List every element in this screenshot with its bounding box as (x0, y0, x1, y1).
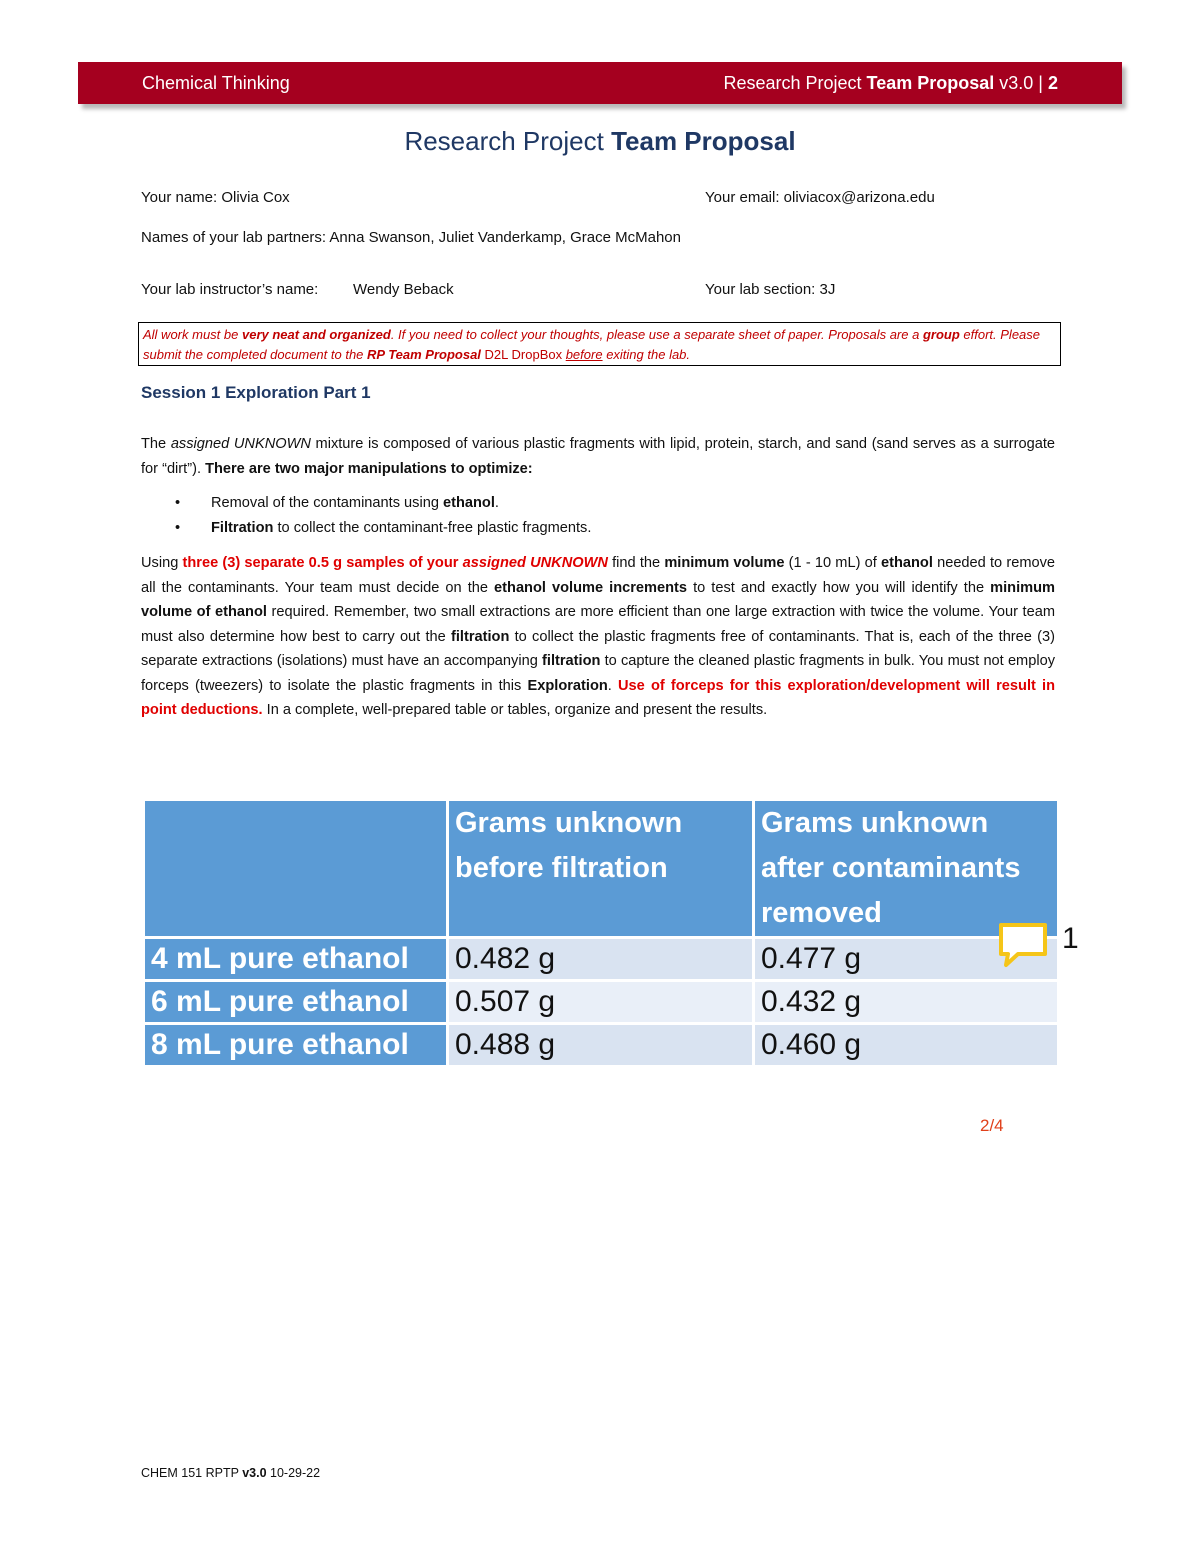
row-label: 8 mL pure ethanol (145, 1025, 446, 1068)
table-row (145, 939, 1057, 982)
list-item (175, 516, 591, 541)
body-red-italic-text: assigned UNKNOWN (462, 555, 608, 571)
bullet-marker: • (175, 495, 181, 511)
list-item-bold: Filtration (211, 520, 274, 536)
body-text: needed to remove all the contaminants. Your team must decide on the (141, 555, 1055, 596)
body-text: Using (141, 555, 183, 571)
notice-text: exiting the lab. (602, 347, 691, 362)
body-red-text: Use of forceps for this exploration/development will result in point deductions. (141, 677, 1056, 718)
body-text: to test and exactly how you will identify the (687, 579, 991, 596)
cell-before: 0.482 g (449, 939, 752, 982)
title-bold: Team Proposal (611, 126, 796, 156)
notice-text: effort (963, 327, 994, 342)
notice-text: . If you need to collect your thoughts, please use a separate sheet of paper. Proposals are a (390, 327, 923, 342)
notice-bold: very neat and organized (241, 327, 391, 342)
header-separator: | (1033, 72, 1048, 93)
manipulations-list (175, 491, 591, 541)
list-item (175, 491, 591, 516)
cell-before: 0.488 g (449, 1025, 752, 1068)
score-annotation: 2/4 (980, 1116, 1004, 1135)
page-footer (141, 1466, 320, 1480)
footer-text: CHEM 151 RPTP (141, 1466, 243, 1480)
title-normal: Research Project (404, 126, 612, 156)
instructor-value: Wendy Beback (353, 281, 454, 298)
table-header-corner (145, 801, 446, 939)
results-table (142, 801, 1060, 1068)
table-row (145, 1025, 1057, 1068)
header-doc-title (723, 73, 1058, 94)
notice-text: . Please submit the completed document to the (143, 327, 1041, 362)
list-item-bold: ethanol (443, 495, 495, 511)
body-bold-text: ethanol volume increments (494, 579, 688, 596)
instructions-paragraph (141, 551, 1055, 723)
list-item-text: Removal of the contaminants using (211, 495, 444, 511)
body-bold-text: minimum volume of ethanol (141, 579, 1055, 620)
cell-before: 0.507 g (449, 982, 752, 1025)
instructions-notice-box (138, 322, 1061, 366)
body-text: find the (607, 555, 665, 571)
page-header (78, 62, 1122, 104)
comment-icon[interactable] (998, 922, 1048, 968)
header-doc-bold: Team Proposal (866, 72, 995, 93)
body-text: In a complete, well-prepared table or tables, organize and present the results. (262, 702, 768, 718)
section-heading: Session 1 Exploration Part 1 (141, 383, 371, 402)
header-page-number: 2 (1047, 72, 1058, 93)
notice-text: D2L DropBox (480, 347, 566, 362)
table-header-after: Grams unknown after contaminants removed (755, 801, 1057, 939)
document-title (0, 126, 1200, 157)
body-bold-text: filtration (451, 628, 510, 645)
intro-text: mixture is composed of various plastic fragments with lipid, protein, starch, and sand (sand serves as a surrogate for “dirt”). (141, 436, 1055, 477)
notice-bold: RP Team Proposal (367, 347, 481, 362)
notice-text: All work must be (143, 327, 242, 342)
lab-section-field: Your lab section: 3J (705, 281, 836, 298)
body-text: to collect the plastic fragments free of contaminants. That is, each of the three (3) separate extractions (isolations) must have an accompanying (141, 628, 1055, 669)
intro-paragraph (141, 432, 1055, 481)
body-bold-text: Exploration (527, 677, 608, 694)
list-item-text: . (494, 495, 499, 511)
intro-bold: There are two major manipulations to optimize: (205, 460, 533, 477)
notice-underline: before (565, 347, 603, 362)
cell-after: 0.477 g (755, 939, 1057, 982)
body-text: required. Remember, two small extractions are more efficient than one large extraction with twice the volume. Your team must also determine how best to carry out the (141, 604, 1055, 645)
header-course-title: Chemical Thinking (142, 72, 290, 93)
cell-after: 0.460 g (755, 1025, 1057, 1068)
table-header-before: Grams unknown before filtration (449, 801, 752, 939)
body-bold-text: filtration (542, 653, 601, 669)
your-name-field: Your name: Olivia Cox (141, 189, 290, 206)
body-bold-text: minimum volume (664, 555, 785, 571)
row-label: 6 mL pure ethanol (145, 982, 446, 1025)
cell-after: 0.432 g (755, 982, 1057, 1025)
body-text: (1 - 10 mL) of (784, 555, 881, 571)
list-item-text: to collect the contaminant-free plastic fragments. (273, 520, 592, 536)
body-text: to capture the cleaned plastic fragments in bulk. You must not employ forceps (tweezers) to isolate the plastic fragments in this (141, 653, 1055, 694)
intro-text: The (141, 436, 171, 452)
body-red-text: three (3) separate 0.5 g samples of your (182, 555, 463, 571)
table-header-row (145, 801, 1057, 939)
table-row (145, 982, 1057, 1025)
header-version: v3.0 (994, 72, 1034, 93)
instructor-label: Your lab instructor’s name: (141, 281, 319, 298)
your-email-field: Your email: oliviacox@arizona.edu (705, 189, 935, 206)
bullet-marker: • (175, 520, 181, 536)
comment-number[interactable]: 1 (1062, 922, 1079, 955)
footer-date: 10-29-22 (266, 1466, 321, 1480)
notice-bold: group (922, 327, 960, 342)
lab-partners-field: Names of your lab partners: Anna Swanson, Juliet Vanderkamp, Grace McMahon (141, 229, 681, 246)
row-label: 4 mL pure ethanol (145, 939, 446, 982)
intro-italic: assigned UNKNOWN (170, 436, 311, 452)
body-bold-text: ethanol (881, 555, 933, 571)
header-doc-prefix: Research Project (723, 72, 867, 93)
footer-version: v3.0 (242, 1466, 267, 1480)
body-text: . (607, 677, 619, 694)
